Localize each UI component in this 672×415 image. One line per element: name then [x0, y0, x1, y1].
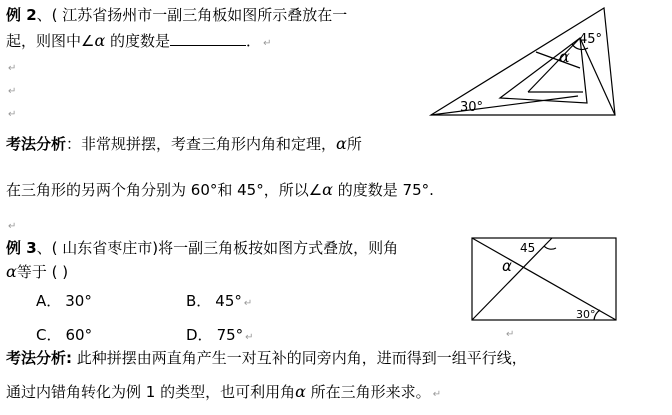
- paragraph-mark: ↵: [263, 38, 272, 49]
- example3-line1: [6, 238, 398, 258]
- alpha-label: α: [559, 47, 570, 66]
- paragraph-mark: ↵: [506, 329, 515, 340]
- example3-text2: 等于 ( ): [16, 263, 69, 281]
- alpha-symbol: α: [94, 31, 106, 50]
- option-d[interactable]: [186, 325, 254, 348]
- analysis2-line2: [6, 382, 441, 405]
- triangle-figure-2: [468, 234, 620, 326]
- triangle-figure-1: [428, 4, 618, 118]
- option-letter: B．: [186, 292, 212, 310]
- example2-text1: 、( 江苏省扬州市一副三角板如图所示叠放在一: [36, 6, 348, 24]
- option-letter: C．: [36, 326, 62, 344]
- analysis1-line2: [6, 180, 434, 200]
- angle-45-label: 45: [520, 241, 536, 255]
- option-letter: D．: [186, 326, 213, 344]
- example2-text3: 的度数是: [105, 32, 171, 50]
- paragraph-mark: ↵: [8, 63, 17, 74]
- paragraph-mark: ↵: [432, 389, 442, 400]
- alpha-label: α: [502, 257, 512, 275]
- angle-30-label: 30°: [576, 308, 596, 321]
- option-value: 45°: [215, 292, 242, 310]
- analysis2-line1: [6, 348, 527, 368]
- paragraph-mark: ↵: [243, 298, 253, 309]
- paragraph-mark: ↵: [8, 86, 17, 97]
- analysis2-label: 考法分析:: [6, 349, 72, 367]
- option-value: 60°: [65, 326, 93, 344]
- example3-label: 例 3: [6, 239, 37, 257]
- analysis1-suffix: 所: [346, 135, 362, 153]
- analysis1-label: 考法分析: [6, 135, 67, 153]
- example3-text1: 、( 山东省枣庄市)将一副三角板按如图方式叠放，则角: [36, 239, 399, 257]
- example3-line2: [6, 262, 68, 282]
- analysis1-end: 的度数是 75°.: [332, 181, 434, 199]
- alpha-symbol: α: [336, 134, 347, 153]
- option-value: 30°: [65, 292, 92, 310]
- analysis1-text: 非常规拼摆，考查三角形内角和定理，: [81, 135, 337, 153]
- option-c[interactable]: [36, 325, 92, 345]
- paragraph-mark: ↵: [245, 332, 254, 343]
- option-a[interactable]: [36, 291, 92, 311]
- angle-arc: [544, 246, 556, 249]
- example2-label: 例 2: [6, 6, 37, 24]
- analysis1-colon: ：: [66, 135, 82, 153]
- inner-triangle: [500, 38, 587, 103]
- paragraph-mark: ↵: [8, 221, 17, 232]
- option-b[interactable]: [186, 291, 252, 314]
- alpha-symbol: α: [322, 180, 333, 199]
- alpha-symbol: α: [295, 382, 306, 401]
- triangle-hypotenuse: [472, 238, 552, 320]
- alpha-symbol: α: [6, 262, 17, 281]
- angle-30-label: 30°: [460, 100, 484, 115]
- analysis1-text2: 在三角形的另两个角分别为 60°和 45°，所以∠: [6, 181, 323, 199]
- answer-blank[interactable]: [170, 31, 246, 46]
- analysis2-text: 此种拼摆由两直角产生一对互补的同旁内角，进而得到一组平行线，: [72, 349, 527, 367]
- example2-period: ．: [246, 32, 262, 50]
- example2-line2: [6, 31, 271, 54]
- paragraph-mark: ↵: [8, 109, 17, 120]
- analysis2-end: 所在三角形来求。: [305, 383, 431, 401]
- option-letter: A．: [36, 292, 62, 310]
- analysis1-line1: [6, 134, 362, 154]
- analysis2-text2: 通过内错角转化为例 1 的类型，也可利用角: [6, 383, 296, 401]
- option-value: 75°: [216, 326, 244, 344]
- example2-text2: 起，则图中∠: [6, 32, 95, 50]
- example2-line1: [6, 5, 347, 25]
- angle-45-label: 45°: [579, 32, 603, 47]
